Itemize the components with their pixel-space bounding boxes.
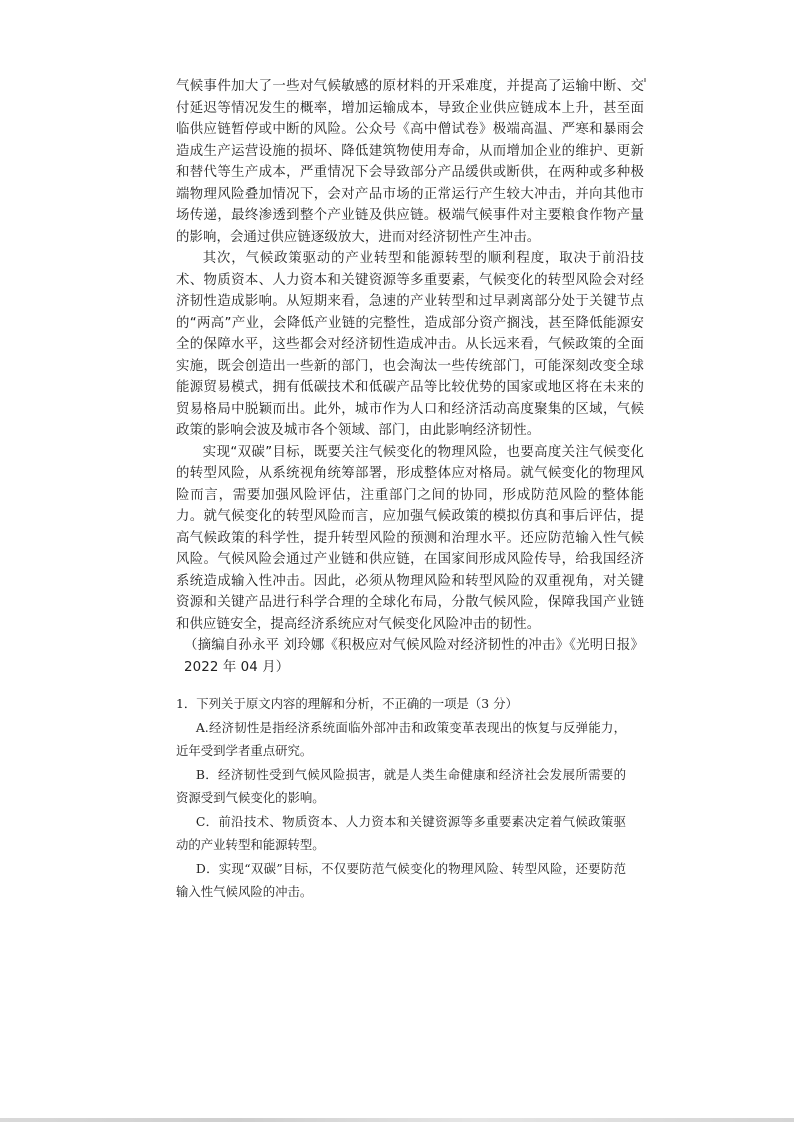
article-paragraph-2: 其次，气候政策驱动的产业转型和能源转型的顺利程度，取决于前沿技术、物质资本、人力资本和关键资源等多重要素，气候变化的转型风险会对经济韧性造成影响。从短期来看，急速的产业转型和过早剥离部分处于关键节点的“两高”产业，会降低产业链的完整性，造成部分资产搁浅，甚至降低能源安全的保障水平，这些都会对经济韧性造成冲击。从长远来看，气候政策的全面实施，既会创造出一些新的部门，也会淘汰一些传统部门，可能深刻改变全球能源贸易模式，拥有低碳技术和低碳产品等比较优势的国家或地区将在未来的贸易格局中脱颖而出。此外，城市作为人口和经济活动高度聚集的区域，气候政策的影响会波及城市各个领域、部门，由此影响经济韧性。 [176,251,644,438]
scan-mark [644,78,646,82]
option-c: C．前沿技术、物质资本、人力资本和关键资源等多重要素决定着气候政策驱动的产业转型和能源转型。 [176,814,626,852]
option-d: D．实现“双碳”目标，不仅要防范气候变化的物理风险、转型风险，还要防范输入性气候风险的冲击。 [176,861,626,899]
article-source: （摘编自孙永平 刘玲娜《积极应对气候风险对经济韧性的冲击》《光明日报》2022 年 04 月） [184,638,644,675]
scan-edge-strip [0,1118,794,1122]
article-paragraph-3: 实现“双碳”目标，既要关注气候变化的物理风险，也要高度关注气候变化的转型风险，从系统视角统筹部署，形成整体应对格局。就气候变化的物理风险而言，需要加强风险评估，注重部门之间的协同，形成防范风险的整体能力。就气候变化的转型风险而言，应加强气候政策的模拟仿真和事后评估，提高气候政策的科学性，提升转型风险的预测和治理水平。还应防范输入性气候风险。气候风险会通过产业链和供应链，在国家间形成风险传导，给我国经济系统造成输入性冲击。因此，必须从物理风险和转型风险的双重视角，对关键资源和关键产品进行科学合理的全球化布局，分散气候风险，保障我国产业链和供应链安全，提高经济系统应对气候变化风险冲击的韧性。 [176,444,644,632]
article-body [176,76,644,678]
article-paragraph-1: 气候事件加大了一些对气候敏感的原材料的开采难度，并提高了运输中断、交付延迟等情况发生的概率，增加运输成本，导致企业供应链成本上升，甚至面临供应链暂停或中断的风险。公众号《高中僧试卷》极端高温、严寒和暴雨会造成生产运营设施的损坏、降低建筑物使用寿命，从而增加企业的维护、更新和替代等生产成本，严重情况下会导致部分产品缓供或断供，在两种或多种极端物理风险叠加情况下，会对产品市场的正常运行产生较大冲击，并向其他市场传递，最终渗透到整个产业链及供应链。极端气候事件对主要粮食作物产量的影响，会通过供应链逐级放大，进而对经济韧性产生冲击。 [176,79,644,245]
question-stem: 1．下列关于原文内容的理解和分析，不正确的一项是（3 分） [176,696,518,711]
option-a: A.经济韧性是指经济系统面临外部冲击和政策变革表现出的恢复与反弹能力，近年受到学者重点研究。 [176,720,626,758]
option-b: B．经济韧性受到气候风险损害，就是人类生命健康和经济社会发展所需要的资源受到气候变化的影响。 [176,767,626,805]
question-block [176,692,626,903]
